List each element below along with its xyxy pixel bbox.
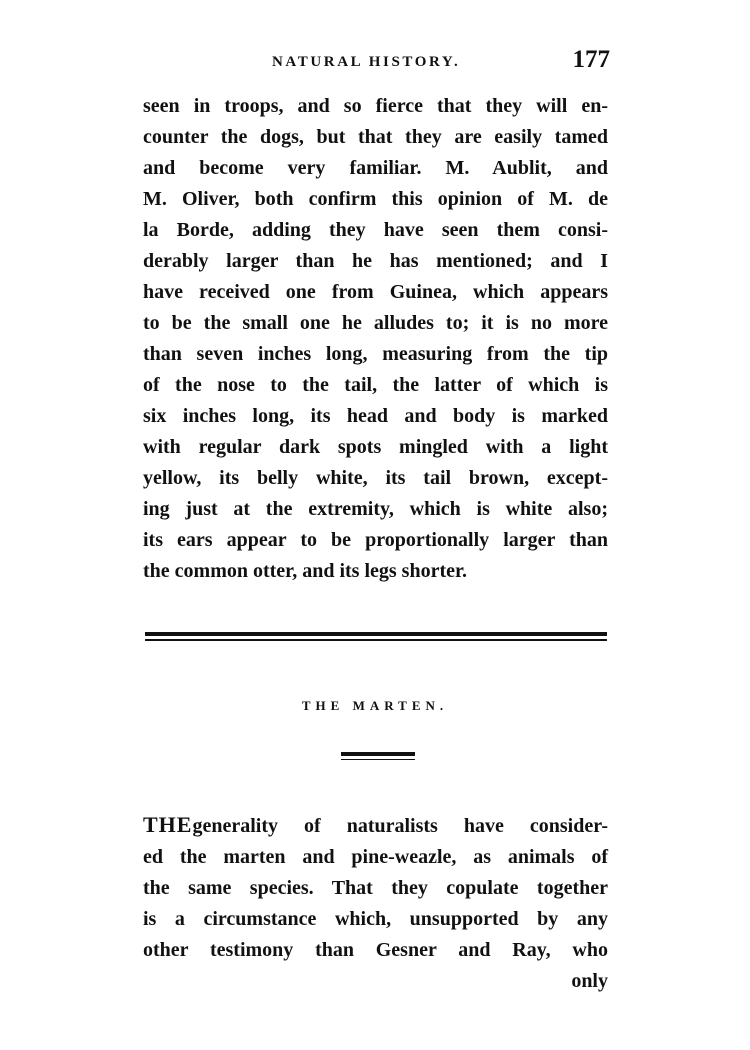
text-line: and become very familiar. M. Aublit, and — [143, 157, 608, 179]
opening-word: THE — [143, 812, 193, 837]
rule-thin-line — [145, 639, 607, 641]
text-line: of the nose to the tail, the latter of which is — [143, 374, 608, 396]
running-head — [140, 46, 610, 76]
text-line: six inches long, its head and body is marked — [143, 405, 608, 427]
rule-thin-line — [341, 759, 415, 760]
text-line: is a circumstance which, unsupported by any — [143, 908, 608, 930]
text-line: other testimony than Gesner and Ray, who — [143, 939, 608, 961]
text-line: than seven inches long, measuring from the tip — [143, 343, 608, 365]
text-line: ing just at the extremity, which is white also; — [143, 498, 608, 520]
text-line: counter the dogs, but that they are easily tamed — [143, 126, 608, 148]
text-line: with regular dark spots mingled with a light — [143, 436, 608, 458]
first-line-rest: generality of naturalists have consider- — [192, 815, 608, 837]
paragraph-continued — [143, 91, 608, 587]
section-divider-rule — [145, 632, 607, 646]
text-line: to be the small one he alludes to; it is no more — [143, 312, 608, 334]
text-line: yellow, its belly white, its tail brown, except- — [143, 467, 608, 489]
rule-thick-line — [341, 752, 415, 756]
text-line: have received one from Guinea, which appears — [143, 281, 608, 303]
page-number: 177 — [572, 46, 610, 73]
section-title-ornament-rule — [341, 752, 415, 762]
text-line: ed the marten and pine-weazle, as animals of — [143, 846, 608, 868]
running-title: NATURAL HISTORY. — [272, 54, 461, 70]
text-line: seen in troops, and so fierce that they will en- — [143, 95, 608, 117]
paragraph-marten — [143, 809, 608, 997]
text-line: the common otter, and its legs shorter. — [143, 560, 468, 582]
text-line: la Borde, adding they have seen them consi- — [143, 219, 608, 241]
text-line-first — [143, 809, 608, 842]
text-line: derably larger than he has mentioned; and I — [143, 250, 608, 272]
text-line: M. Oliver, both confirm this opinion of M. de — [143, 188, 608, 210]
catchword: only — [571, 970, 608, 992]
section-title: THE MARTEN. — [301, 698, 449, 713]
text-line: the same species. That they copulate together — [143, 877, 608, 899]
rule-thick-line — [145, 632, 607, 636]
text-line: its ears appear to be proportionally larger than — [143, 529, 608, 551]
